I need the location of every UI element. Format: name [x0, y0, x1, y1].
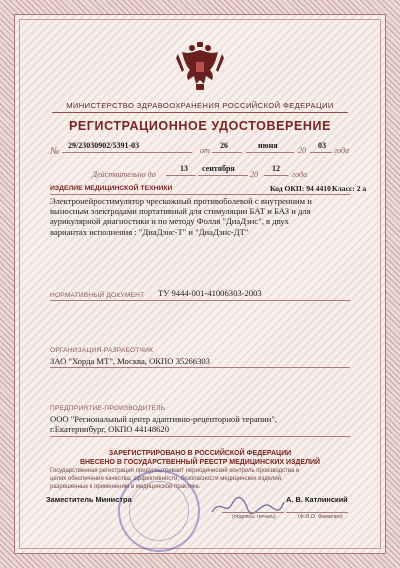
normative-underline	[50, 300, 350, 301]
ministry-name: МИНИСТЕРСТВО ЗДРАВООХРАНЕНИЯ РОССИЙСКОЙ ФЕДЕРАЦИИ	[66, 101, 334, 110]
valid-year: 12	[272, 164, 280, 173]
device-underline	[50, 194, 350, 195]
valid-day-underline	[166, 175, 196, 176]
valid-day: 13	[180, 164, 188, 173]
developer-label: ОРГАНИЗАЦИЯ-РАЗРАБОТЧИК	[50, 347, 154, 354]
certificate-number: 29/23030902/5391-03	[68, 141, 140, 150]
issue-month: июня	[258, 141, 278, 150]
manufacturer-label: ПРЕДПРИЯТИЕ-ПРОИЗВОДИТЕЛЬ	[50, 405, 166, 412]
device-class: Класс: 2 а	[332, 184, 367, 193]
divider	[52, 112, 348, 113]
device-line: аурикулярной диагностики и по методу Фолля "ДиаДэнс", в двух	[50, 216, 289, 227]
valid-year-underline	[264, 175, 288, 176]
manufacturer-value	[50, 414, 277, 434]
signature-underline	[222, 512, 284, 513]
valid-year-prefix: 20	[250, 170, 258, 179]
okp-code: Код ОКП: 94 4410	[270, 184, 331, 193]
device-description	[50, 196, 312, 237]
note-line: целях обеспечения качества, эффективности, безопасности медицинских изделий,	[50, 475, 283, 482]
issue-day: 26	[220, 141, 228, 150]
name-underline	[286, 512, 348, 513]
manufacturer-line: г.Екатеринбург, ОКПО 44148620	[50, 424, 170, 435]
device-line: выносным электродами портативный для стимуляции БАТ и БАЗ и для	[50, 206, 311, 217]
signatory-name: А. В. Катлинский	[286, 495, 348, 504]
valid-year-suffix: года	[292, 170, 308, 179]
signatory-role: Заместитель Министра	[46, 495, 132, 504]
registry-line-2: ВНЕСЕНО В ГОСУДАРСТВЕННЫЙ РЕЕСТР МЕДИЦИНСКИХ ИЗДЕЛИЙ	[79, 459, 321, 466]
developer-underline	[50, 367, 350, 368]
day-underline	[212, 152, 242, 153]
number-label: №	[50, 146, 60, 157]
manufacturer-underline	[50, 436, 350, 437]
valid-month-underline	[198, 175, 248, 176]
normative-value: ТУ 9444-001-41006303-2003	[158, 288, 262, 298]
device-section-label: ИЗДЕЛИЕ МЕДИЦИНСКОЙ ТЕХНИКИ	[50, 185, 173, 192]
valid-month: сентября	[202, 164, 235, 173]
signature-caption: (подпись, печать)	[232, 514, 276, 520]
note-line: разрешенных к применению в медицинской практике.	[50, 483, 201, 490]
developer-value: ЗАО "Хорда МТ", Москва, ОКПО 35266303	[50, 356, 210, 366]
device-line: вариантах исполнения : "ДиаДэнс-Т" и "ДиаДэнс-ДТ"	[50, 226, 249, 237]
manufacturer-line: ООО "Региональный центр адаптивно-рецепторной терапии",	[50, 414, 277, 424]
registry-line-1: ЗАРЕГИСТРИРОВАНО В РОССИЙСКОЙ ФЕДЕРАЦИИ	[108, 450, 292, 457]
note-line: Государственная регистрация предусматривает периодический контроль производства в	[50, 468, 300, 474]
valid-until-label: Действительно до	[92, 170, 156, 179]
coat-of-arms-icon	[176, 40, 224, 92]
official-seal	[118, 470, 200, 552]
month-underline	[246, 152, 294, 153]
issue-year: 03	[318, 141, 326, 150]
device-line: Электронейростимулятор чрескожный противоболевой с внутренним и	[50, 196, 312, 206]
document-title: РЕГИСТРАЦИОННОЕ УДОСТОВЕРЕНИЕ	[68, 119, 332, 133]
from-label: от	[200, 146, 210, 155]
normative-label: НОРМАТИВНЫЙ ДОКУМЕНТ	[50, 292, 145, 299]
year-underline	[310, 152, 332, 153]
year-prefix: 20	[298, 146, 306, 155]
name-caption: (Ф.И.О. Фамилия)	[298, 514, 343, 520]
number-underline	[62, 152, 192, 153]
year-suffix: года	[334, 146, 350, 155]
